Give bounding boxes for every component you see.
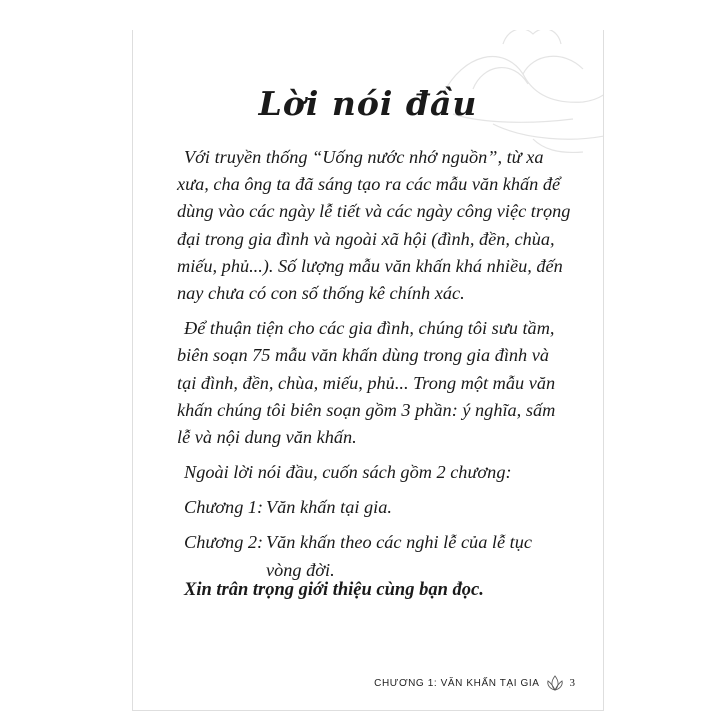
paragraph-3 — [177, 459, 577, 486]
running-footer-chapter: CHƯƠNG 1: VĂN KHẤN TẠI GIA — [374, 677, 540, 689]
chapter-label: Chương 2: — [184, 532, 264, 553]
text-line: Ngoài lời nói đầu, cuốn sách gồm 2 chương: — [184, 462, 512, 483]
chapter-label: Chương 1: — [184, 497, 264, 518]
page-number: 3 — [569, 677, 575, 689]
text-line: xưa, cha ông ta đã sáng tạo ra các mẫu văn khấn để — [177, 174, 561, 195]
page-footer — [374, 674, 575, 692]
lotus-icon — [546, 674, 564, 692]
text-line: nay chưa có con số thống kê chính xác. — [177, 282, 465, 303]
chapter-title — [266, 529, 532, 583]
text-line: Văn khấn theo các nghi lễ của lễ tục — [266, 532, 533, 553]
closing-line: Xin trân trọng giới thiệu cùng bạn đọc. — [184, 580, 484, 600]
book-page — [132, 30, 604, 711]
text-line: đại trong gia đình và ngoài xã hội (đình, đền, chùa, — [177, 228, 555, 249]
text-line: khấn chúng tôi biên soạn gồm 3 phần: ý nghĩa, sấm — [177, 399, 556, 420]
body-text — [177, 144, 577, 584]
page-title: Lời nói đầu — [258, 84, 478, 123]
text-line: dùng vào các ngày lễ tiết và các ngày công việc trọng — [177, 201, 571, 222]
paragraph-2 — [177, 315, 577, 451]
chapter-item-2 — [177, 529, 577, 583]
text-line: miếu, phủ...). Số lượng mẫu văn khấn khá nhiều, đến — [177, 255, 563, 276]
chapter-title: Văn khấn tại gia. — [266, 497, 392, 518]
paragraph-1 — [177, 144, 577, 307]
text-line: tại đình, đền, chùa, miếu, phủ... Trong một mẫu văn — [177, 372, 556, 393]
text-line: Để thuận tiện cho các gia đình, chúng tôi sưu tầm, — [184, 318, 555, 339]
text-line: biên soạn 75 mẫu văn khấn dùng trong gia đình và — [177, 345, 550, 366]
chapter-item-1 — [177, 494, 577, 521]
text-line: vòng đời. — [266, 559, 335, 580]
text-line: lễ và nội dung văn khấn. — [177, 426, 357, 447]
text-line: Với truyền thống “Uống nước nhớ nguồn”, từ xa — [184, 147, 544, 167]
